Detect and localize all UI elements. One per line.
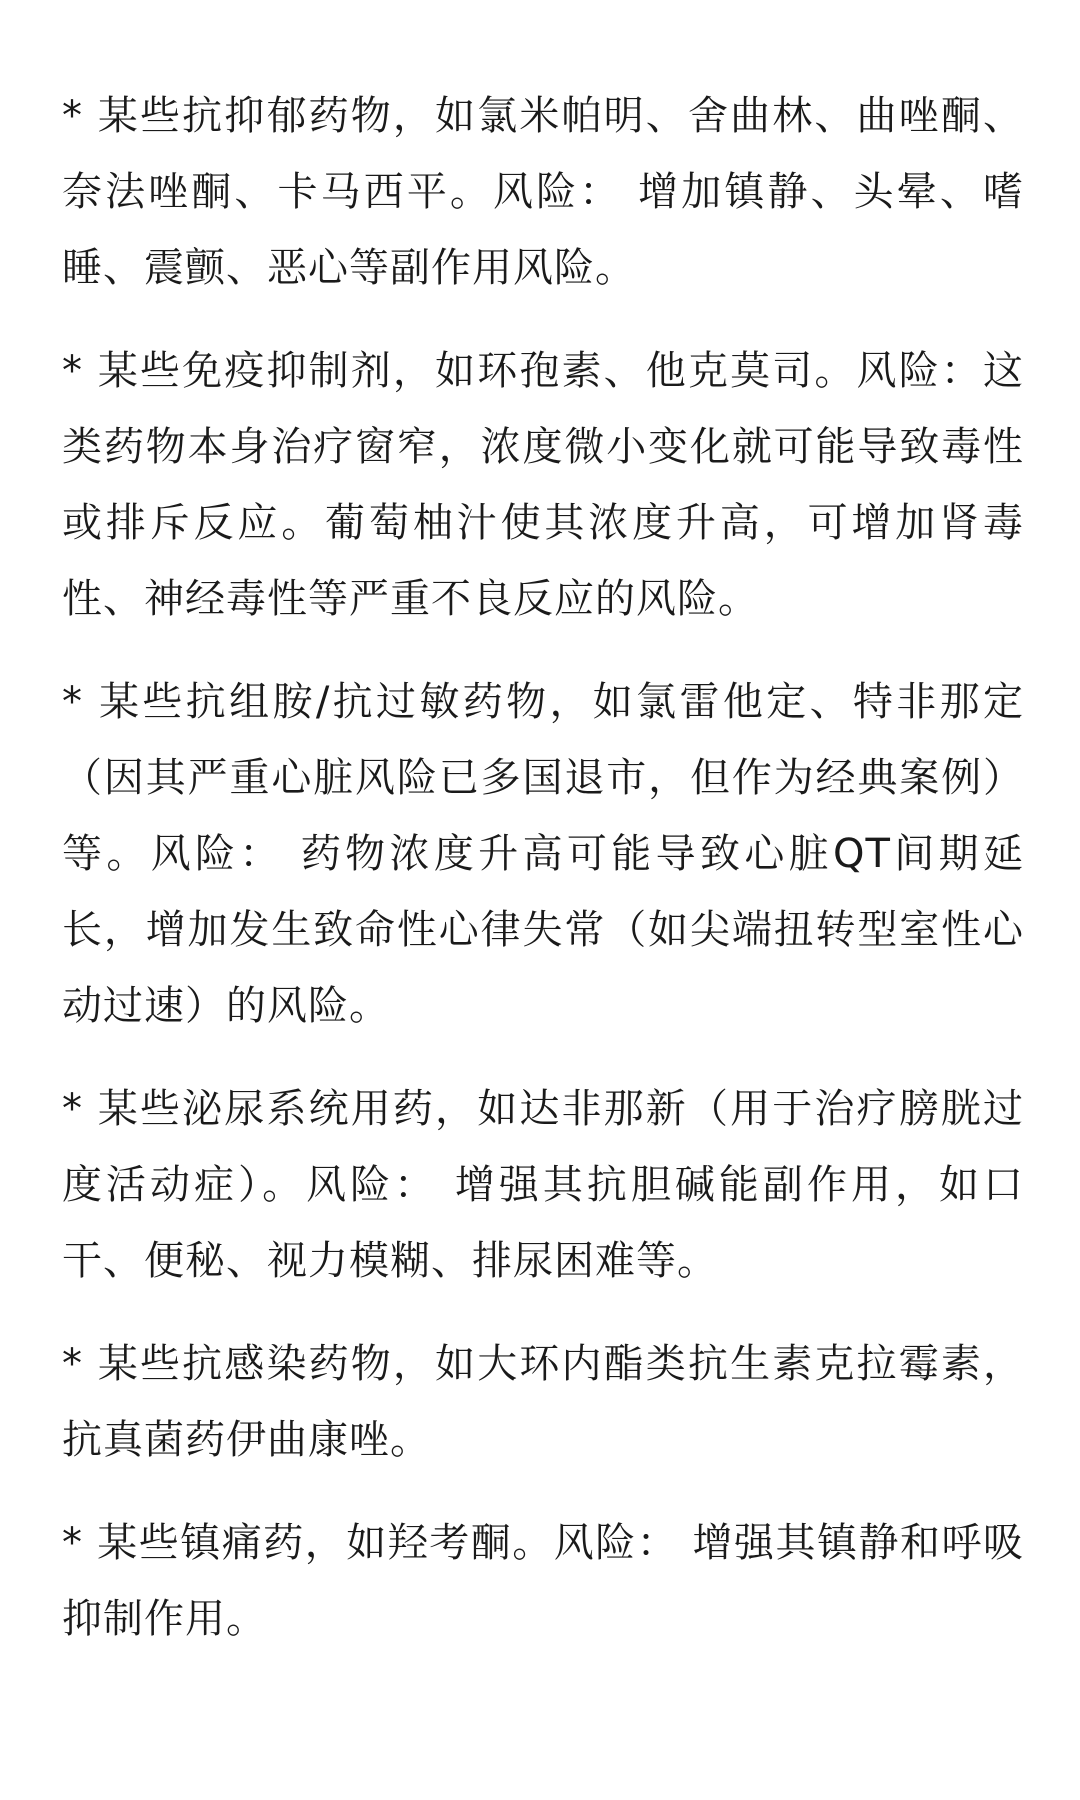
paragraph-immunosuppressants: * 某些免疫抑制剂，如环孢素、他克莫司。风险：这类药物本身治疗窗窄，浓度微小变化就可能导致毒性或排斥反应。葡萄柚汁使其浓度升高，可增加肾毒性、神经毒性等严重不良反应的风险。 — [62, 348, 1024, 622]
paragraph-antihistamines: * 某些抗组胺/抗过敏药物，如氯雷他定、特非那定（因其严重心脏风险已多国退市，但作为经典案例）等。风险： 药物浓度升高可能导致心脏QT间期延长，增加发生致命性心律失常（如尖端扭转型室性心动过速）的风险。 — [62, 679, 1024, 1029]
paragraph-analgesics: * 某些镇痛药，如羟考酮。风险： 增强其镇静和呼吸抑制作用。 — [62, 1520, 1024, 1642]
paragraph-antidepressants: * 某些抗抑郁药物，如氯米帕明、舍曲林、曲唑酮、奈法唑酮、卡马西平。风险： 增加镇静、头晕、嗜睡、震颤、恶心等副作用风险。 — [62, 93, 1024, 291]
paragraph-urinary-drugs: * 某些泌尿系统用药，如达非那新（用于治疗膀胱过度活动症）。风险： 增强其抗胆碱能副作用，如口干、便秘、视力模糊、排尿困难等。 — [62, 1086, 1024, 1284]
paragraph-anti-infectives: * 某些抗感染药物，如大环内酯类抗生素克拉霉素，抗真菌药伊曲康唑。 — [62, 1341, 1024, 1463]
